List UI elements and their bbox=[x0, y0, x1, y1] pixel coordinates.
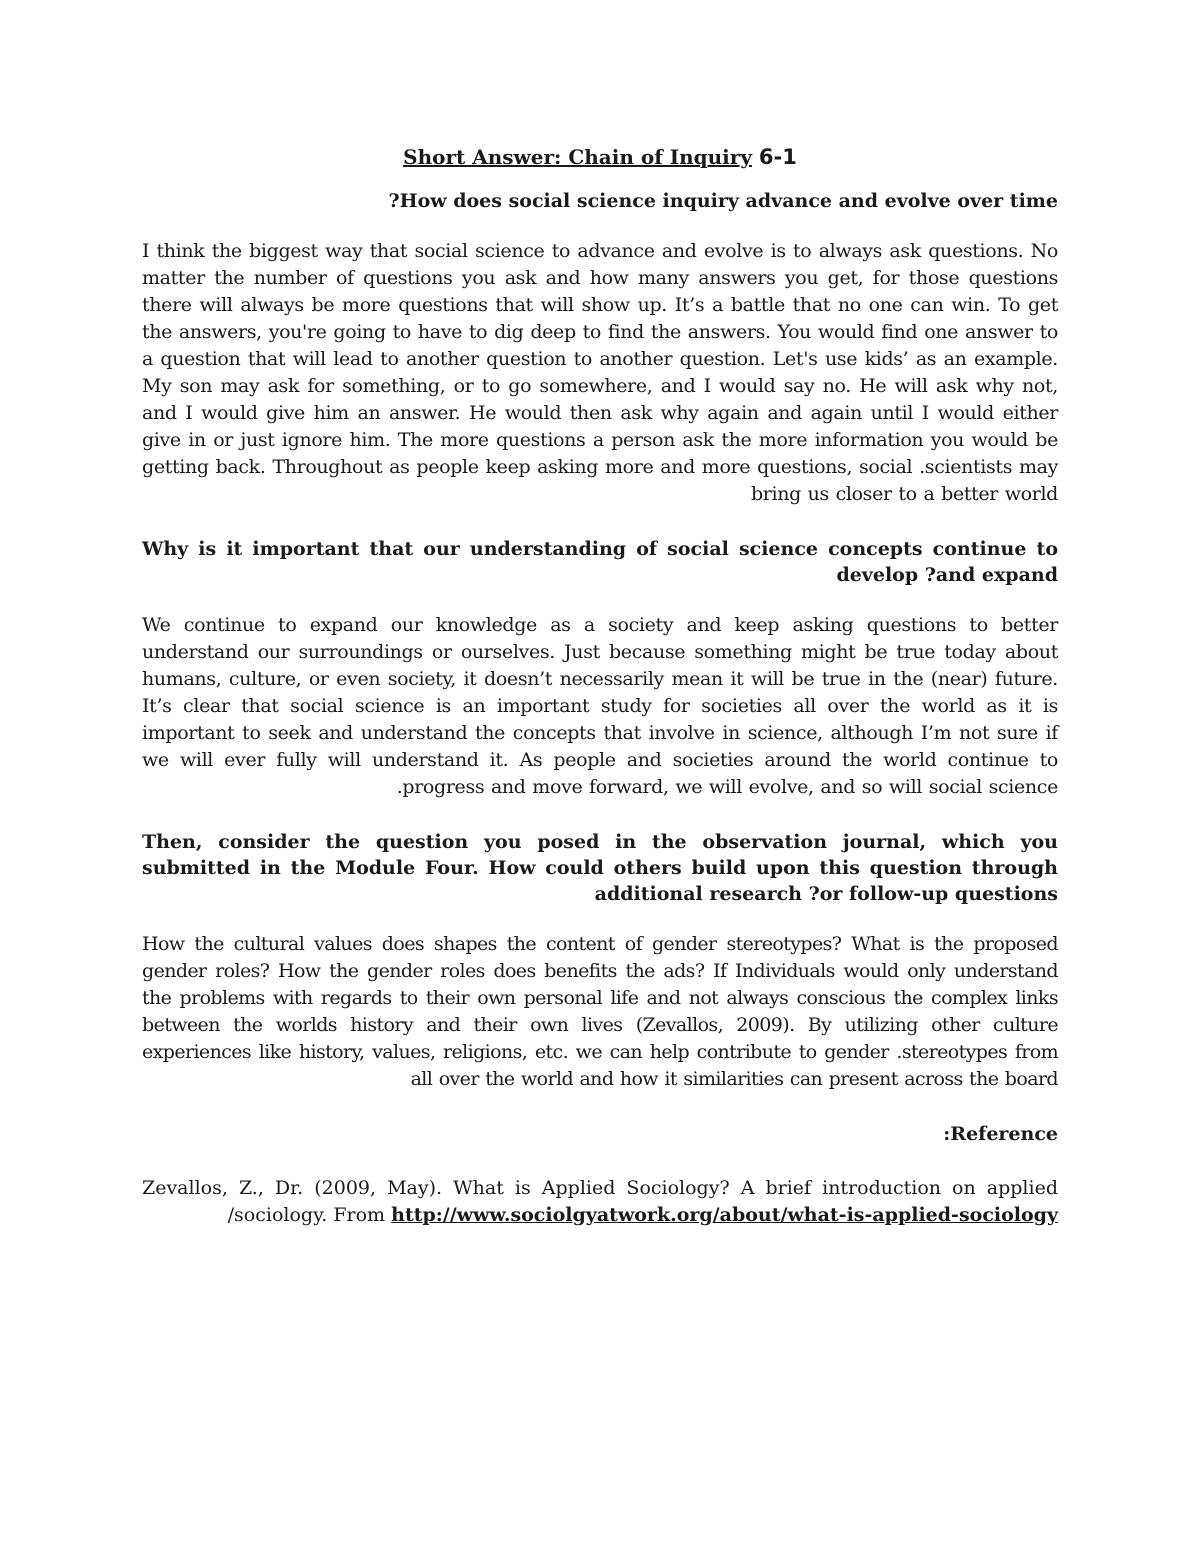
document-page bbox=[142, 140, 1058, 1229]
reference-citation bbox=[142, 1175, 1058, 1229]
title-number: 6-1 bbox=[758, 145, 797, 169]
page-title bbox=[142, 140, 1058, 174]
reference-link[interactable]: http://www.sociolgyatwork.org/about/what-is-applied-sociology bbox=[391, 1204, 1058, 1226]
question-3: Then, consider the question you posed in the observation journal, which you submitted in the Module Four. How could others build upon this question through additional research ?or follow-up questions bbox=[142, 831, 1058, 905]
citation-text: Zevallos, Z., Dr. (2009, May). What is Applied Sociology? A brief introduction on applied /sociology. From bbox=[142, 1177, 1058, 1226]
reference-heading: :Reference bbox=[943, 1123, 1058, 1145]
answer-3: How the cultural values does shapes the content of gender stereotypes? What is the proposed gender roles? How the gender roles does benefits the ads? If Individuals would only understand the problems with regards to their own personal life and not always conscious the complex links between the worlds history and their own lives (Zevallos, 2009). By utilizing other culture experiences like history, values, religions, etc. we can help contribute to gender .stereotypes from all over the world and how it similarities can present across the board bbox=[142, 933, 1058, 1090]
answer-1: I think the biggest way that social science to advance and evolve is to always ask questions. No matter the number of questions you ask and how many answers you get, for those questions there will always be more questions that will show up. It’s a battle that no one can win. To get the answers, you're going to have to dig deep to find the answers. You would find one answer to a question that will lead to another question to another question. Let's use kids’ as an example. My son may ask for something, or to go somewhere, and I would say no. He will ask why not, and I would give him an answer. He would then ask why again and again until I would either give in or just ignore him. The more questions a person ask the more information you would be getting back. Throughout as people keep asking more and more questions, social .scientists may bring us closer to a better world bbox=[142, 240, 1058, 505]
title-text: Short Answer: Chain of Inquiry bbox=[403, 145, 752, 169]
question-1: ?How does social science inquiry advance and evolve over time bbox=[388, 190, 1058, 212]
answer-2: We continue to expand our knowledge as a society and keep asking questions to better understand our surroundings or ourselves. Just because something might be true today about humans, culture, or even society, it doesn’t necessarily mean it will be true in the (near) future. It’s clear that social science is an important study for societies all over the world as it is important to seek and understand the concepts that involve in science, although I’m not sure if we will ever fully will understand it. As people and societies around the world continue to .progress and move forward, we will evolve, and so will social science bbox=[142, 614, 1058, 798]
question-2: Why is it important that our understanding of social science concepts continue to develop ?and expand bbox=[142, 538, 1058, 586]
